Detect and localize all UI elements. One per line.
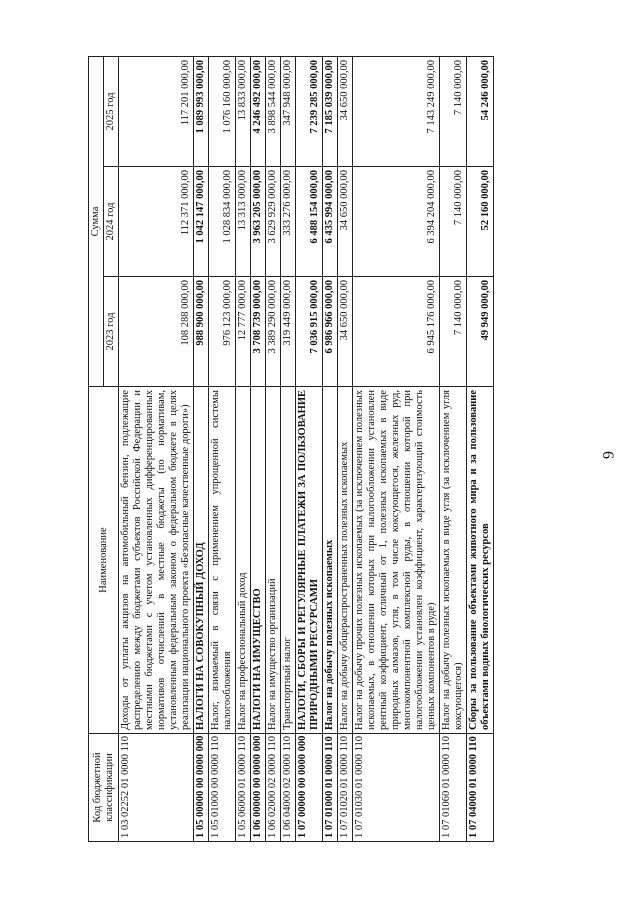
row-value-2024: 1 028 834 000,00 [209,167,236,277]
table-row [440,56,467,841]
table-row [353,56,440,841]
row-value-2024: 13 313 000,00 [236,167,251,277]
row-value-2025: 34 650 000,00 [338,56,353,166]
table-row [296,56,323,841]
table-body [119,56,494,841]
row-name: Налог, взимаемый в связи с применением упрощенной системы налогообложения [209,387,236,734]
budget-table [88,56,494,842]
row-value-2025: 13 833 000,00 [236,56,251,166]
row-code: 1 05 00000 00 0000 000 [194,734,209,842]
row-value-2024: 6 394 204 000,00 [353,167,440,277]
row-name: Сборы за пользование объектами животного мира и за пользование объектами водных биологических ресурсов [467,387,494,734]
row-value-2025: 4 246 492 000,00 [251,56,266,166]
row-name: Транспортный налог [281,387,296,734]
row-value-2024: 52 160 000,00 [467,167,494,277]
table-row [338,56,353,841]
row-code: 1 03 02252 01 0000 110 [119,734,194,842]
row-code: 1 06 04000 02 0000 110 [281,734,296,842]
row-code: 1 06 02000 02 0000 110 [266,734,281,842]
row-value-2023: 34 650 000,00 [338,277,353,387]
row-value-2024: 6 435 994 000,00 [323,167,338,277]
row-value-2025: 3 898 544 000,00 [266,56,281,166]
row-value-2023: 12 777 000,00 [236,277,251,387]
row-value-2023: 7 036 915 000,00 [296,277,323,387]
table-row [323,56,338,841]
row-value-2025: 1 089 993 000,00 [194,56,209,166]
table-row [251,56,266,841]
row-value-2025: 7 140 000,00 [440,56,467,166]
row-code: 1 07 01060 01 0000 110 [440,734,467,842]
header-sum: Сумма [89,56,104,386]
row-value-2024: 3 629 929 000,00 [266,167,281,277]
row-value-2023: 49 949 000,00 [467,277,494,387]
table-row [194,56,209,841]
row-code: 1 07 01020 01 0000 110 [338,734,353,842]
row-code: 1 05 01000 00 0000 110 [209,734,236,842]
row-value-2025: 1 076 160 000,00 [209,56,236,166]
page-number: 6 [599,451,616,459]
row-value-2023: 988 900 000,00 [194,277,209,387]
header-year-2025: 2025 год [104,56,119,166]
budget-table-rotated [88,57,494,842]
row-name: Налог на профессиональный доход [236,387,251,734]
row-name: Налог на добычу полезных ископаемых [323,387,338,734]
row-name: НАЛОГИ НА СОВОКУПНЫЙ ДОХОД [194,387,209,734]
row-name: Налог на имущество организаций [266,387,281,734]
row-value-2025: 7 239 285 000,00 [296,56,323,166]
row-code: 1 06 00000 00 0000 000 [251,734,266,842]
row-value-2025: 54 246 000,00 [467,56,494,166]
row-value-2023: 6 986 966 000,00 [323,277,338,387]
row-value-2024: 34 650 000,00 [338,167,353,277]
row-name: НАЛОГИ, СБОРЫ И РЕГУЛЯРНЫЕ ПЛАТЕЖИ ЗА ПОЛЬЗОВАНИЕ ПРИРОДНЫМИ РЕСУРСАМИ [296,387,323,734]
row-name: Налог на добычу прочих полезных ископаемых (за исключением полезных ископаемых, в отношении которых при налогообложении установлен рентный коэффициент, отличный от 1, полезных ископаемых в виде природных алмазов, угля, в том числе коксующегося, железных руд, многокомпонентной комплексной руды, в отношении которой при налогообложении установлен коэффициент, характеризующий стоимость ценных компонентов в руде) [353,387,440,734]
row-name: Налог на добычу общераспространенных полезных ископаемых [338,387,353,734]
row-value-2023: 6 945 176 000,00 [353,277,440,387]
table-row [209,56,236,841]
row-value-2023: 3 708 739 000,00 [251,277,266,387]
row-code: 1 07 01000 01 0000 110 [323,734,338,842]
row-name: Доходы от уплаты акцизов на автомобильный бензин, подлежащие распределению между бюджетами субъектов Российской Федерации и местными бюджетами с учетом установленных дифференцированных нормативов отчислений в местные бюджеты (по нормативам, установленным федеральным законом о федеральном бюджете в целях реализации национального проекта «Безопасные качественные дороги») [119,387,194,734]
header-code: Код бюджетной классификации [89,734,119,842]
row-value-2024: 3 963 205 000,00 [251,167,266,277]
row-value-2025: 7 185 039 000,00 [323,56,338,166]
row-value-2025: 117 201 000,00 [119,56,194,166]
row-value-2023: 319 449 000,00 [281,277,296,387]
row-value-2025: 7 143 249 000,00 [353,56,440,166]
table-row [467,56,494,841]
table-row [266,56,281,841]
header-name: Наименование [89,387,119,734]
row-name: Налог на добычу полезных ископаемых в виде угля (за исключением угля коксующегося) [440,387,467,734]
row-code: 1 07 00000 00 0000 000 [296,734,323,842]
row-value-2023: 7 140 000,00 [440,277,467,387]
row-value-2024: 7 140 000,00 [440,167,467,277]
row-code: 1 05 06000 01 0000 110 [236,734,251,842]
row-value-2024: 6 488 154 000,00 [296,167,323,277]
header-year-2023: 2023 год [104,277,119,387]
row-value-2025: 347 948 000,00 [281,56,296,166]
row-code: 1 07 01030 01 0000 110 [353,734,440,842]
table-row [119,56,194,841]
row-value-2024: 1 042 147 000,00 [194,167,209,277]
row-value-2024: 333 276 000,00 [281,167,296,277]
row-value-2024: 112 371 000,00 [119,167,194,277]
header-year-2024: 2024 год [104,167,119,277]
row-value-2023: 976 123 000,00 [209,277,236,387]
row-name: НАЛОГИ НА ИМУЩЕСТВО [251,387,266,734]
row-code: 1 07 04000 01 0000 110 [467,734,494,842]
row-value-2023: 3 389 290 000,00 [266,277,281,387]
row-value-2023: 108 288 000,00 [119,277,194,387]
table-row [281,56,296,841]
table-row [236,56,251,841]
